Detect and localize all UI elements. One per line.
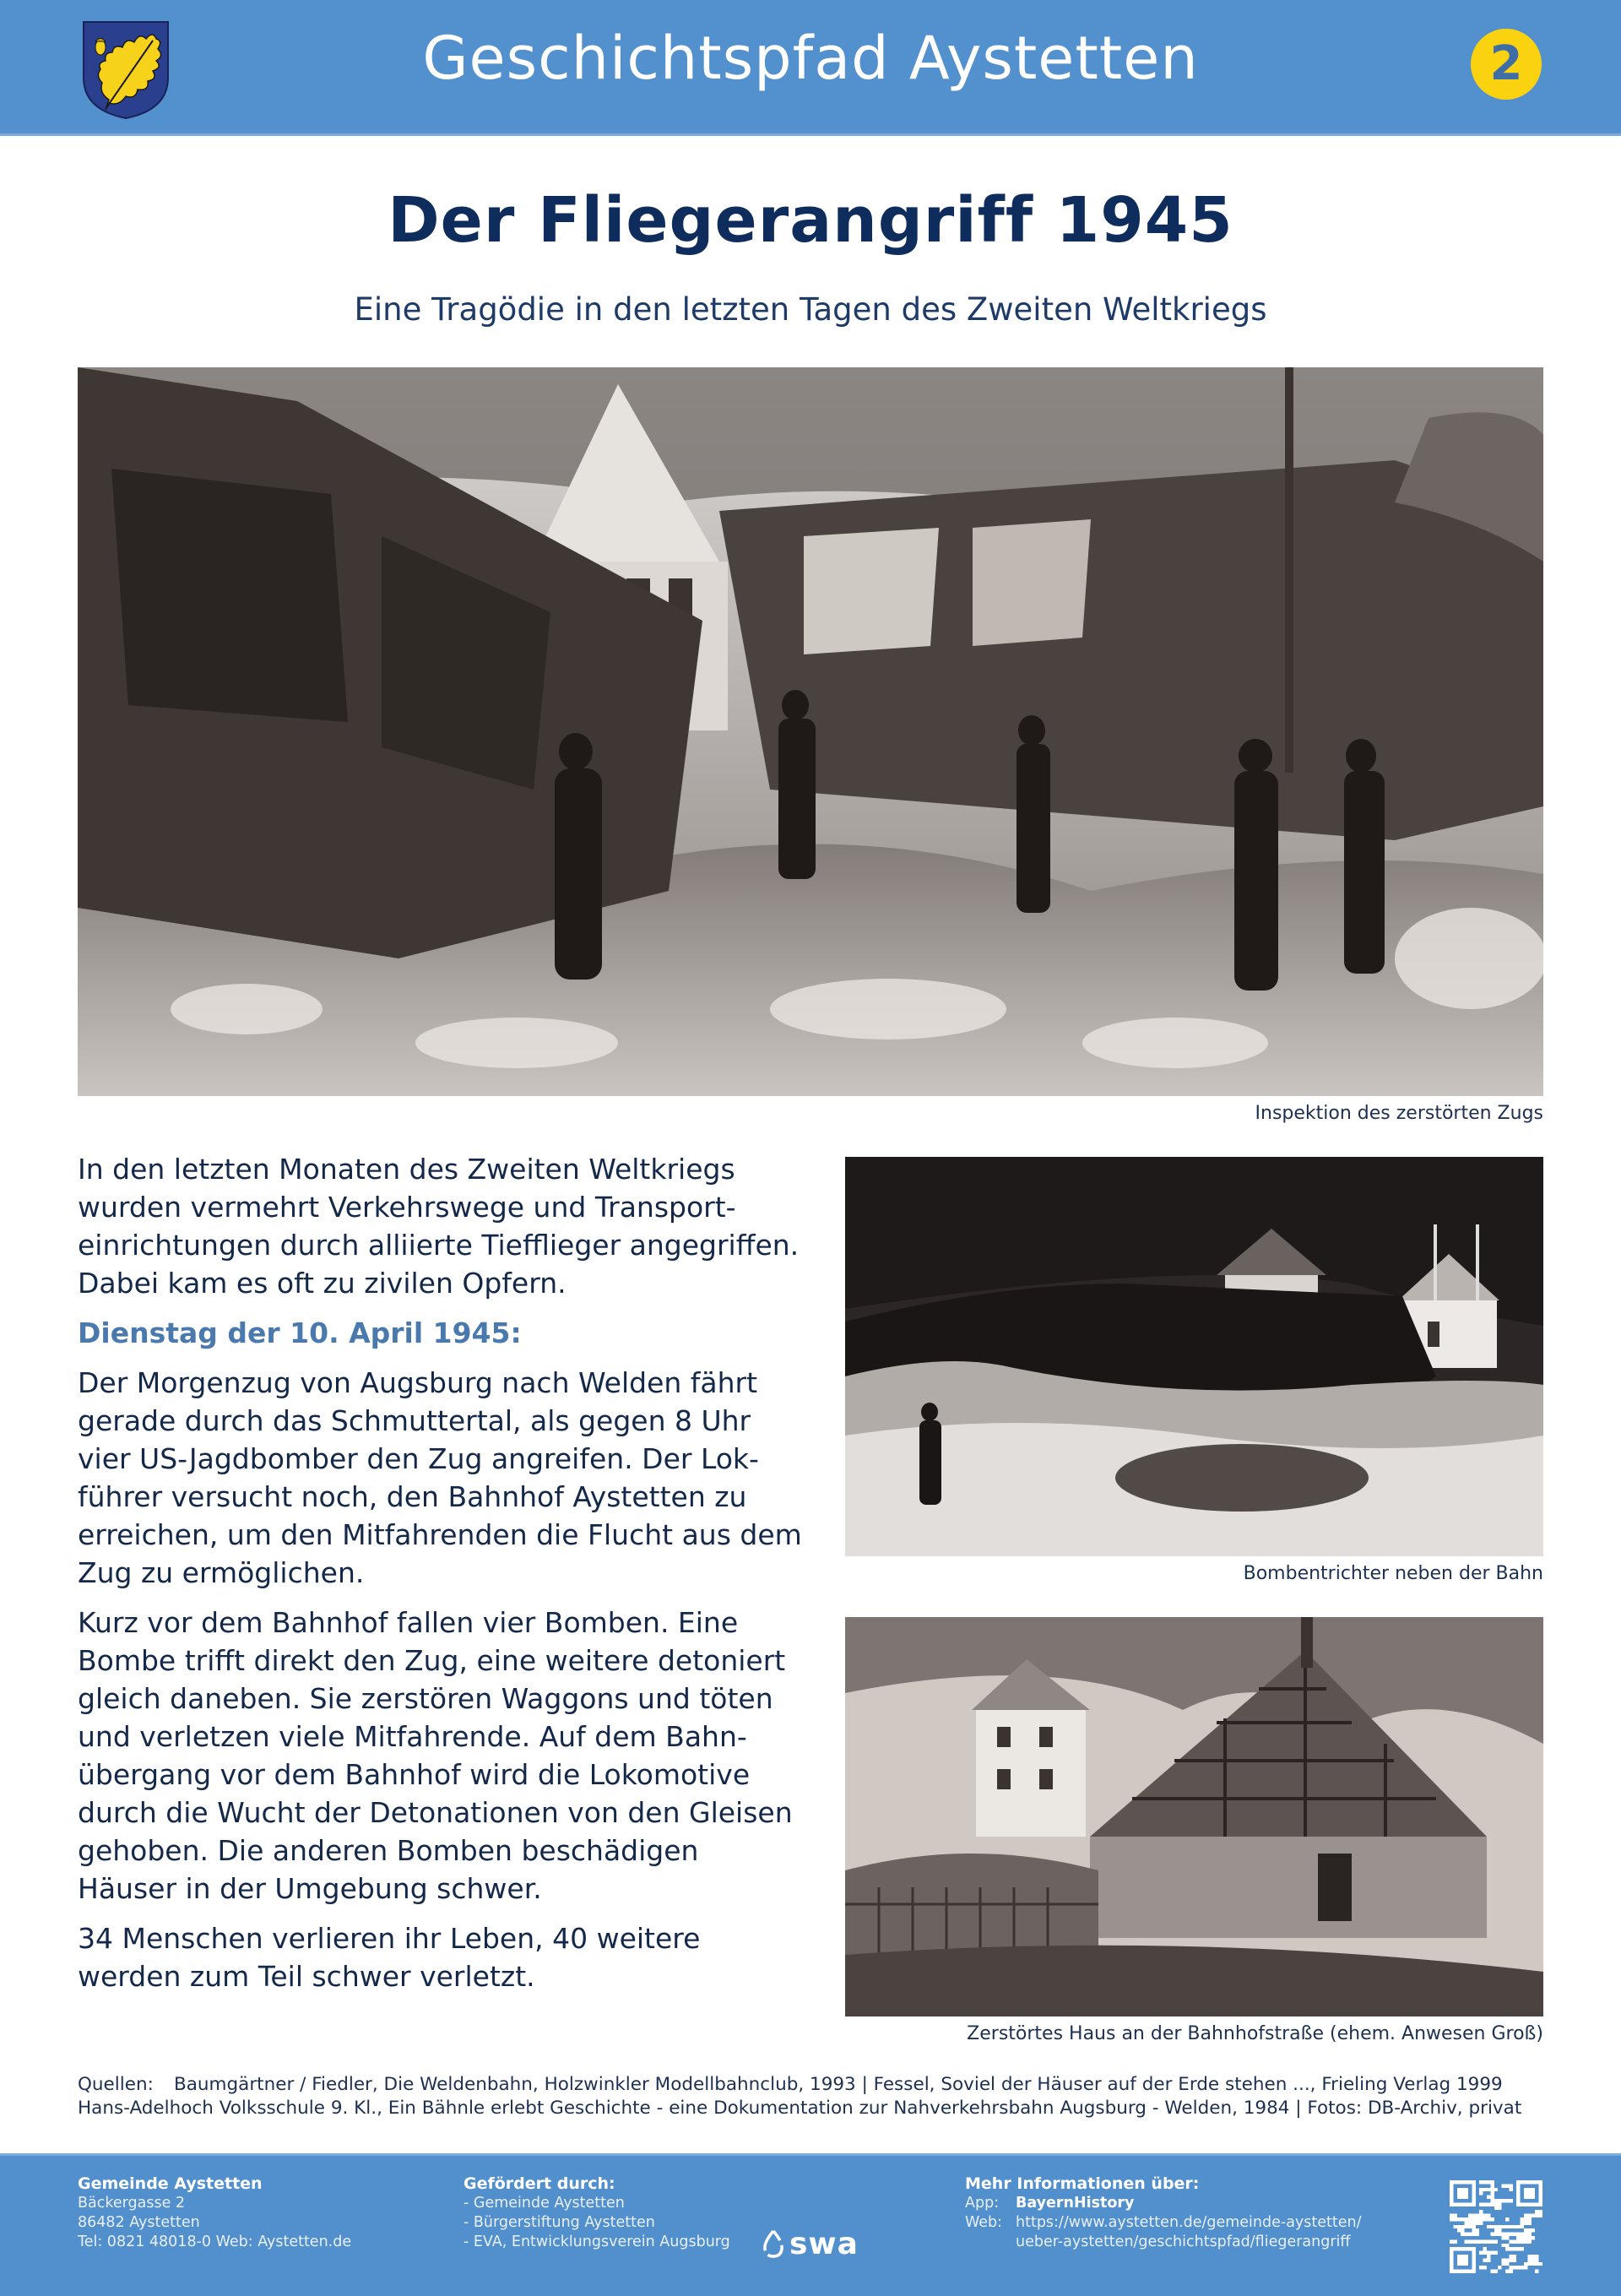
body-paragraph: Kurz vor dem Bahnhof fallen vier Bomben. Eine Bombe trifft direkt den Zug, eine weitere detoniert gleich daneben. Sie zerstören Waggons und töten und verletzen viele Mitfahrende. Auf dem Bahnübergang vor dem Bahnhof wird die Lokomotive durch die Wucht der Detonationen von den Gleisen gehoben. Die anderen Bomben beschädigen Häuser in der Umgebung schwer. — [78, 1606, 793, 1905]
address-street: Bäckergasse 2 — [78, 2195, 186, 2212]
contact-line: Tel: 0821 48018-0 Web: Aystetten.de — [78, 2234, 352, 2250]
header-band — [0, 0, 1621, 136]
bomb-crater-photo — [845, 1157, 1543, 1556]
destroyed-train-inspection-photo — [78, 367, 1543, 1096]
destroyed-house-photo — [845, 1617, 1543, 2016]
page-title: Der Fliegerangriff 1945 — [388, 184, 1233, 257]
swa-logo-text: swa — [789, 2226, 859, 2261]
web-url-line-2[interactable]: ueber-aystetten/geschichtspfad/fliegerangriff — [1016, 2234, 1351, 2250]
funding-heading: Gefördert durch: — [464, 2174, 615, 2193]
photo-caption: Bombentrichter neben der Bahn — [1243, 1563, 1543, 1584]
swa-logo — [762, 2227, 859, 2261]
address-city: 86482 Aystetten — [78, 2214, 200, 2231]
footer-band — [0, 2153, 1621, 2296]
sources-line-2: Hans-Adelhoch Volksschule 9. Kl., Ein Bähnle erlebt Geschichte - eine Dokumentation zur Nahverkehrsbahn Augsburg - Welden, 1984 | Fotos: DB-Archiv, privat — [78, 2098, 1522, 2119]
funder-item: - Gemeinde Aystetten — [464, 2195, 625, 2212]
station-number-badge: 2 — [1471, 29, 1542, 100]
web-label: Web: — [965, 2214, 1003, 2231]
funder-item: - EVA, Entwicklungsverein Augsburg — [464, 2234, 730, 2250]
date-heading: Dienstag der 10. April 1945: — [78, 1316, 522, 1349]
qr-code-icon[interactable] — [1450, 2179, 1542, 2274]
photo-caption: Zerstörtes Haus an der Bahnhofstraße (ehem. Anwesen Groß) — [967, 2023, 1543, 2044]
body-paragraph: Der Morgenzug von Augsburg nach Welden fährt gerade durch das Schmuttertal, als gegen 8 Uhr vier US-Jagdbomber den Zug angreifen. Der Lokführer versucht noch, den Bahnhof Aystetten zu erreichen, um den Mitfahrenden die Flucht aus dem Zug zu ermöglichen. — [78, 1366, 802, 1589]
header-title: Geschichtspfad Aystetten — [422, 24, 1199, 93]
sources — [78, 2073, 1564, 2120]
photo-caption: Inspektion des zerstörten Zugs — [1255, 1103, 1543, 1124]
intro-paragraph: In den letzten Monaten des Zweiten Weltkriegs wurden vermehrt Verkehrswege und Transporteinrichtungen durch alliierte Tiefflieger angegriffen. Dabei kam es oft zu zivilen Opfern. — [78, 1153, 800, 1300]
app-label: App: — [965, 2195, 1000, 2212]
more-info-heading: Mehr Informationen über: — [965, 2174, 1200, 2193]
municipality-heading: Gemeinde Aystetten — [78, 2174, 263, 2193]
body-paragraph: 34 Menschen verlieren ihr Leben, 40 weitere werden zum Teil schwer verletzt. — [78, 1922, 701, 1993]
web-url-line-1[interactable]: https://www.aystetten.de/gemeinde-aystetten/ — [1016, 2214, 1362, 2231]
more-info — [965, 2174, 1362, 2252]
sources-text: Baumgärtner / Fiedler, Die Weldenbahn, Holzwinkler Modellbahnclub, 1993 | Fessel, Soviel der Häuser auf der Erde stehen ..., Frieling Verlag 1999 — [174, 2074, 1503, 2095]
app-name: BayernHistory — [1016, 2195, 1135, 2212]
article-body — [78, 1150, 804, 2007]
funder-item: - Bürgerstiftung Aystetten — [464, 2214, 655, 2231]
funding-info — [464, 2174, 730, 2252]
sources-label: Quellen: — [78, 2074, 154, 2095]
swa-drop-icon — [762, 2228, 784, 2259]
sources-line-1 — [78, 2073, 1564, 2097]
municipality-contact — [78, 2174, 351, 2252]
page-subtitle: Eine Tragödie in den letzten Tagen des Zweiten Weltkriegs — [354, 291, 1267, 328]
